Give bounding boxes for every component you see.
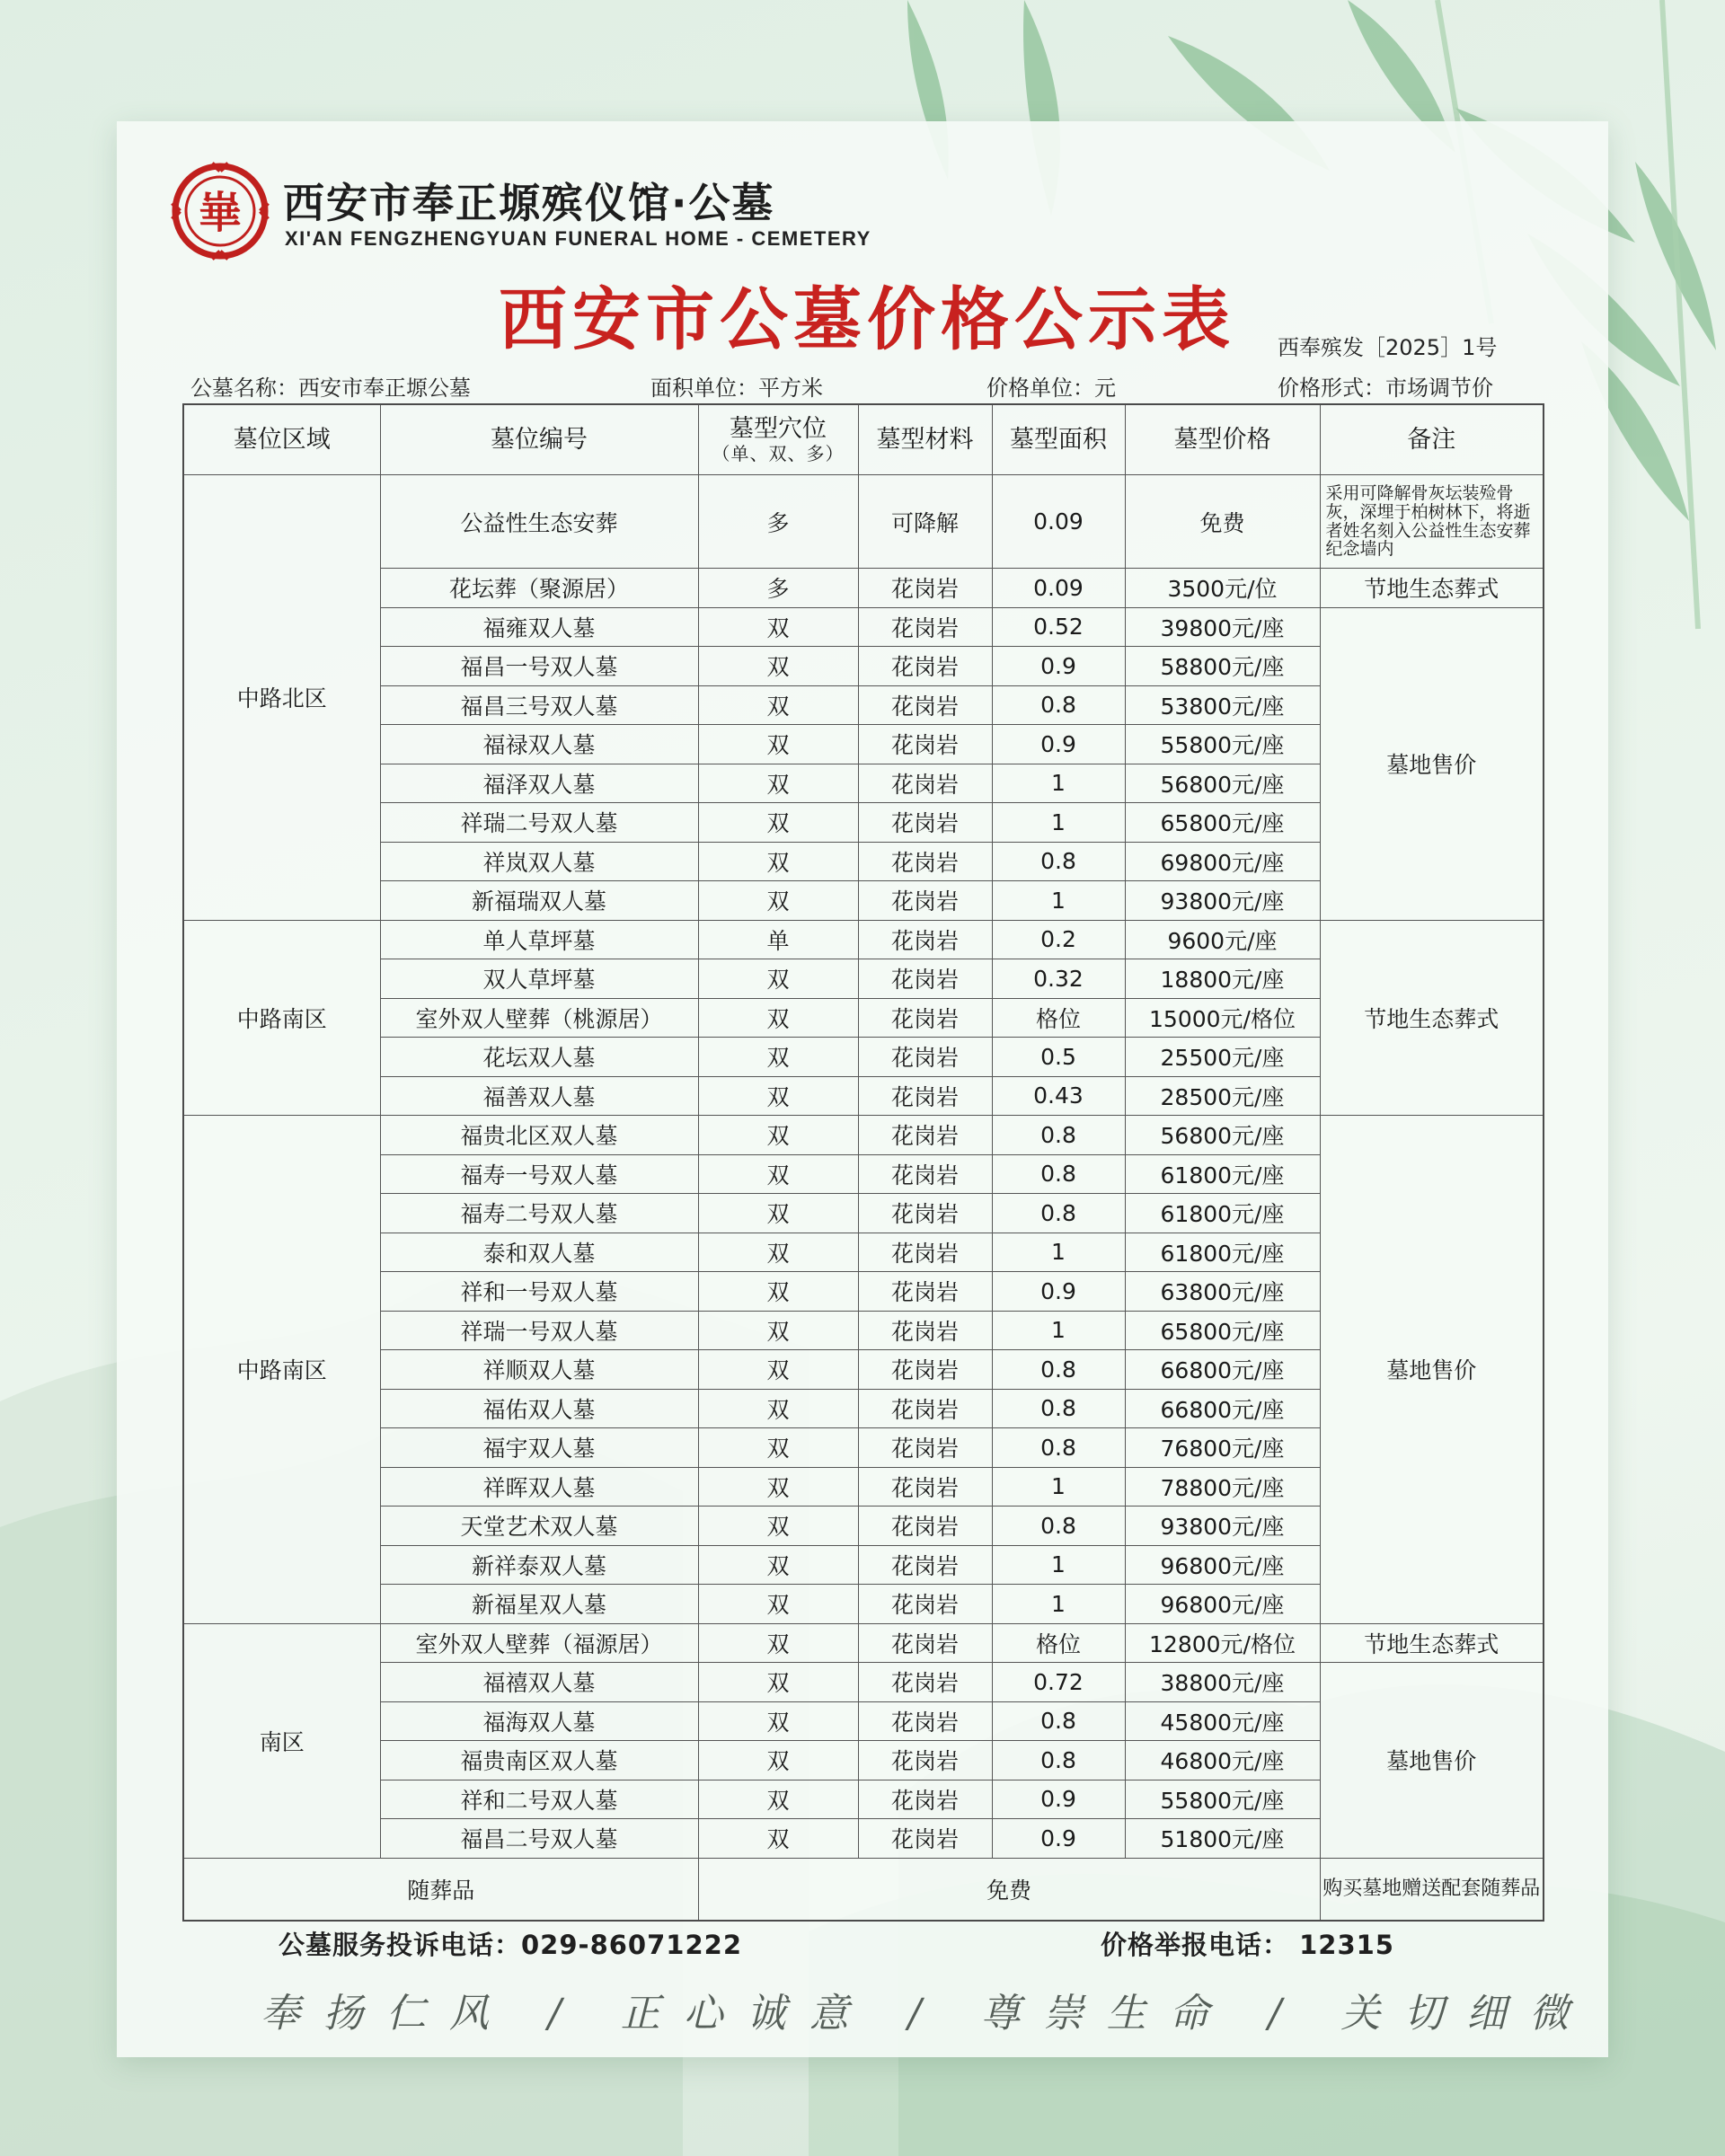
grave-material: 花岗岩: [858, 764, 992, 803]
grave-name: 福寿一号双人墓: [380, 1154, 698, 1194]
grave-material: 花岗岩: [858, 1780, 992, 1819]
grave-type: 双: [698, 1663, 858, 1702]
grave-material: 花岗岩: [858, 1076, 992, 1116]
grave-price: 63800元/座: [1125, 1272, 1320, 1312]
grave-price: 66800元/座: [1125, 1350, 1320, 1390]
grave-area: 0.8: [992, 1701, 1125, 1741]
grave-name: 花坛双人墓: [380, 1038, 698, 1077]
grave-area: 0.8: [992, 1154, 1125, 1194]
grave-area: 0.8: [992, 1428, 1125, 1468]
grave-name: 泰和双人墓: [380, 1233, 698, 1272]
grave-name: 单人草坪墓: [380, 920, 698, 959]
grave-material: 花岗岩: [858, 998, 992, 1038]
grave-price: 96800元/座: [1125, 1545, 1320, 1585]
grave-material: 花岗岩: [858, 1663, 992, 1702]
grave-area: 0.2: [992, 920, 1125, 959]
grave-area: 1: [992, 1545, 1125, 1585]
grave-name: 室外双人壁葬（福源居）: [380, 1623, 698, 1663]
grave-price: 58800元/座: [1125, 647, 1320, 686]
grave-price: 65800元/座: [1125, 803, 1320, 843]
table-row: [183, 920, 1544, 959]
grave-name: 福昌三号双人墓: [380, 685, 698, 725]
grave-area: 1: [992, 881, 1125, 921]
grave-material: 花岗岩: [858, 1272, 992, 1312]
grave-area: 1: [992, 803, 1125, 843]
grave-type: 多: [698, 475, 858, 569]
grave-material: 花岗岩: [858, 647, 992, 686]
grave-price: 28500元/座: [1125, 1076, 1320, 1116]
grave-type: 双: [698, 1741, 858, 1780]
grave-type: 双: [698, 1467, 858, 1507]
grave-name: 福昌一号双人墓: [380, 647, 698, 686]
burial-goods-remark: 购买墓地赠送配套随葬品: [1320, 1858, 1544, 1921]
grave-type: 双: [698, 1350, 858, 1390]
grave-type: 双: [698, 1545, 858, 1585]
remark-cell: 墓地售价: [1320, 1663, 1544, 1859]
grave-material: 花岗岩: [858, 1545, 992, 1585]
header-code: 墓位编号: [380, 404, 698, 475]
grave-type: 双: [698, 1311, 858, 1350]
grave-area: 0.5: [992, 1038, 1125, 1077]
grave-name: 祥和一号双人墓: [380, 1272, 698, 1312]
grave-material: 花岗岩: [858, 725, 992, 764]
grave-area: 0.9: [992, 725, 1125, 764]
grave-material: 花岗岩: [858, 1428, 992, 1468]
grave-type: 双: [698, 1780, 858, 1819]
grave-type: 双: [698, 842, 858, 881]
grave-type: 双: [698, 1272, 858, 1312]
grave-material: 花岗岩: [858, 1350, 992, 1390]
grave-price: 25500元/座: [1125, 1038, 1320, 1077]
header-region: 墓位区域: [183, 404, 380, 475]
grave-area: 0.9: [992, 1780, 1125, 1819]
grave-material: 花岗岩: [858, 1741, 992, 1780]
org-name-en: XI'AN FENGZHENGYUAN FUNERAL HOME - CEMETERY: [285, 227, 871, 250]
grave-name: 福贵北区双人墓: [380, 1116, 698, 1155]
grave-type: 双: [698, 1623, 858, 1663]
grave-type: 双: [698, 1428, 858, 1468]
region-cell: 中路北区: [183, 475, 380, 921]
page-title: 西安市公墓价格公示表: [499, 279, 1235, 359]
grave-area: 格位: [992, 1623, 1125, 1663]
grave-area: 1: [992, 1233, 1125, 1272]
grave-type: 双: [698, 1076, 858, 1116]
grave-material: 花岗岩: [858, 1585, 992, 1624]
grave-material: 花岗岩: [858, 1194, 992, 1233]
grave-price: 39800元/座: [1125, 607, 1320, 647]
grave-material: 花岗岩: [858, 1038, 992, 1077]
table-row: [183, 475, 1544, 569]
grave-price: 15000元/格位: [1125, 998, 1320, 1038]
complaint-phone: 公墓服务投诉电话：029-86071222: [279, 1930, 742, 1960]
grave-type: 单: [698, 920, 858, 959]
grave-type: 双: [698, 803, 858, 843]
grave-type: 双: [698, 1154, 858, 1194]
region-cell: 中路南区: [183, 920, 380, 1116]
grave-area: 0.8: [992, 1350, 1125, 1390]
table-row: [183, 1623, 1544, 1663]
grave-type: 双: [698, 881, 858, 921]
grave-type: 双: [698, 725, 858, 764]
document-number: 西奉殡发［2025］1号: [1278, 335, 1498, 360]
grave-material: 花岗岩: [858, 842, 992, 881]
price-table: [182, 403, 1544, 1922]
grave-material: 花岗岩: [858, 1389, 992, 1428]
grave-area: 0.9: [992, 1272, 1125, 1312]
grave-name: 祥晖双人墓: [380, 1467, 698, 1507]
grave-price: 61800元/座: [1125, 1154, 1320, 1194]
header-area: 墓型面积: [992, 404, 1125, 475]
grave-material: 花岗岩: [858, 1154, 992, 1194]
grave-type: 双: [698, 1819, 858, 1859]
grave-material: 花岗岩: [858, 685, 992, 725]
grave-price: 93800元/座: [1125, 881, 1320, 921]
grave-name: 福禄双人墓: [380, 725, 698, 764]
org-logo-block: [171, 162, 880, 261]
grave-area: 0.9: [992, 647, 1125, 686]
funeral-home-logo-icon: [171, 162, 270, 261]
grave-material: 花岗岩: [858, 920, 992, 959]
price-report-phone: 价格举报电话： 12315: [1101, 1930, 1394, 1960]
header-type-sub: （单、双、多）: [712, 442, 845, 464]
grave-type: 双: [698, 1585, 858, 1624]
table-row: [183, 1663, 1544, 1702]
grave-material: 花岗岩: [858, 1467, 992, 1507]
grave-name: 祥瑞一号双人墓: [380, 1311, 698, 1350]
grave-type: 双: [698, 647, 858, 686]
grave-name: 花坛葬（聚源居）: [380, 569, 698, 608]
area-unit: 面积单位：平方米: [650, 376, 823, 401]
remark-cell: 节地生态葬式: [1320, 1623, 1544, 1663]
grave-price: 18800元/座: [1125, 959, 1320, 999]
grave-name: 福宇双人墓: [380, 1428, 698, 1468]
price-unit: 价格单位：元: [986, 376, 1116, 401]
grave-name: 福昌二号双人墓: [380, 1819, 698, 1859]
table-row: [183, 607, 1544, 647]
slogan: 奉扬仁风 / 正心诚意 / 尊崇生命 / 关切细微: [261, 1991, 1593, 2037]
remark-cell: 墓地售价: [1320, 607, 1544, 920]
grave-price: 61800元/座: [1125, 1194, 1320, 1233]
header-type: [698, 404, 858, 475]
grave-price: 55800元/座: [1125, 725, 1320, 764]
grave-type: 双: [698, 607, 858, 647]
price-notice-sheet: [117, 121, 1608, 2057]
grave-material: 花岗岩: [858, 1233, 992, 1272]
region-cell: 中路南区: [183, 1116, 380, 1624]
grave-material: 可降解: [858, 475, 992, 569]
table-row: [183, 1116, 1544, 1155]
region-cell: 南区: [183, 1623, 380, 1858]
grave-material: 花岗岩: [858, 959, 992, 999]
grave-name: 祥瑞二号双人墓: [380, 803, 698, 843]
grave-area: 0.43: [992, 1076, 1125, 1116]
grave-area: 0.09: [992, 475, 1125, 569]
grave-area: 0.72: [992, 1663, 1125, 1702]
grave-name: 新福星双人墓: [380, 1585, 698, 1624]
grave-price: 55800元/座: [1125, 1780, 1320, 1819]
grave-material: 花岗岩: [858, 1701, 992, 1741]
grave-type: 双: [698, 1389, 858, 1428]
grave-price: 56800元/座: [1125, 764, 1320, 803]
grave-area: 0.8: [992, 1507, 1125, 1546]
grave-area: 格位: [992, 998, 1125, 1038]
grave-material: 花岗岩: [858, 1311, 992, 1350]
grave-price: 76800元/座: [1125, 1428, 1320, 1468]
grave-area: 1: [992, 764, 1125, 803]
grave-area: 0.8: [992, 842, 1125, 881]
grave-area: 0.09: [992, 569, 1125, 608]
grave-name: 福善双人墓: [380, 1076, 698, 1116]
grave-name: 祥和二号双人墓: [380, 1780, 698, 1819]
grave-name: 福贵南区双人墓: [380, 1741, 698, 1780]
grave-material: 花岗岩: [858, 1623, 992, 1663]
grave-name: 福泽双人墓: [380, 764, 698, 803]
logo-char: 崋: [198, 188, 243, 238]
grave-area: 0.8: [992, 1741, 1125, 1780]
grave-type: 双: [698, 959, 858, 999]
grave-name: 福海双人墓: [380, 1701, 698, 1741]
grave-price: 45800元/座: [1125, 1701, 1320, 1741]
grave-area: 0.8: [992, 685, 1125, 725]
grave-area: 1: [992, 1311, 1125, 1350]
grave-material: 花岗岩: [858, 881, 992, 921]
grave-name: 福禧双人墓: [380, 1663, 698, 1702]
remark-cell: 节地生态葬式: [1320, 920, 1544, 1116]
grave-price: 3500元/位: [1125, 569, 1320, 608]
grave-area: 0.9: [992, 1819, 1125, 1859]
grave-material: 花岗岩: [858, 569, 992, 608]
grave-type: 双: [698, 1507, 858, 1546]
grave-price: 38800元/座: [1125, 1663, 1320, 1702]
grave-name: 福雍双人墓: [380, 607, 698, 647]
grave-price: 9600元/座: [1125, 920, 1320, 959]
grave-type: 双: [698, 998, 858, 1038]
grave-area: 0.8: [992, 1116, 1125, 1155]
grave-type: 双: [698, 764, 858, 803]
grave-name: 双人草坪墓: [380, 959, 698, 999]
remark-cell: 节地生态葬式: [1320, 569, 1544, 608]
grave-name: 新祥泰双人墓: [380, 1545, 698, 1585]
header-price: 墓型价格: [1125, 404, 1320, 475]
header-material: 墓型材料: [858, 404, 992, 475]
grave-area: 1: [992, 1585, 1125, 1624]
org-name-cn: 西安市奉正塬殡仪馆·公墓: [283, 179, 775, 227]
grave-type: 双: [698, 1194, 858, 1233]
grave-name: 福寿二号双人墓: [380, 1194, 698, 1233]
grave-price: 96800元/座: [1125, 1585, 1320, 1624]
burial-goods-row: [183, 1858, 1544, 1921]
header-remark: 备注: [1320, 404, 1544, 475]
grave-name: 室外双人壁葬（桃源居）: [380, 998, 698, 1038]
grave-name: 福佑双人墓: [380, 1389, 698, 1428]
table-row: [183, 569, 1544, 608]
grave-type: 双: [698, 1233, 858, 1272]
grave-name: 祥岚双人墓: [380, 842, 698, 881]
grave-area: 0.8: [992, 1389, 1125, 1428]
grave-area: 0.8: [992, 1194, 1125, 1233]
grave-price: 78800元/座: [1125, 1467, 1320, 1507]
price-form: 价格形式：市场调节价: [1278, 376, 1493, 401]
grave-price: 93800元/座: [1125, 1507, 1320, 1546]
grave-name: 天堂艺术双人墓: [380, 1507, 698, 1546]
grave-area: 0.52: [992, 607, 1125, 647]
grave-price: 66800元/座: [1125, 1389, 1320, 1428]
burial-goods-label: 随葬品: [183, 1858, 698, 1921]
remark-cell: 墓地售价: [1320, 1116, 1544, 1624]
grave-price: 免费: [1125, 475, 1320, 569]
grave-material: 花岗岩: [858, 803, 992, 843]
grave-type: 双: [698, 1038, 858, 1077]
grave-price: 65800元/座: [1125, 1311, 1320, 1350]
grave-type: 双: [698, 1701, 858, 1741]
grave-material: 花岗岩: [858, 607, 992, 647]
grave-price: 12800元/格位: [1125, 1623, 1320, 1663]
grave-price: 69800元/座: [1125, 842, 1320, 881]
cemetery-name: 公墓名称：西安市奉正塬公墓: [190, 376, 471, 401]
grave-material: 花岗岩: [858, 1819, 992, 1859]
grave-name: 祥顺双人墓: [380, 1350, 698, 1390]
remark-cell: 采用可降解骨灰坛装殓骨灰，深埋于柏树林下，将逝者姓名刻入公益性生态安葬纪念墙内: [1320, 475, 1544, 569]
grave-type: 多: [698, 569, 858, 608]
table-header-row: [183, 404, 1544, 475]
header-type-label: 墓型穴位: [730, 415, 827, 444]
grave-area: 1: [992, 1467, 1125, 1507]
burial-goods-price: 免费: [698, 1858, 1320, 1921]
grave-price: 53800元/座: [1125, 685, 1320, 725]
grave-material: 花岗岩: [858, 1507, 992, 1546]
grave-name: 公益性生态安葬: [380, 475, 698, 569]
grave-price: 56800元/座: [1125, 1116, 1320, 1155]
grave-material: 花岗岩: [858, 1116, 992, 1155]
grave-name: 新福瑞双人墓: [380, 881, 698, 921]
grave-price: 46800元/座: [1125, 1741, 1320, 1780]
grave-price: 51800元/座: [1125, 1819, 1320, 1859]
grave-price: 61800元/座: [1125, 1233, 1320, 1272]
grave-type: 双: [698, 685, 858, 725]
grave-type: 双: [698, 1116, 858, 1155]
grave-area: 0.32: [992, 959, 1125, 999]
